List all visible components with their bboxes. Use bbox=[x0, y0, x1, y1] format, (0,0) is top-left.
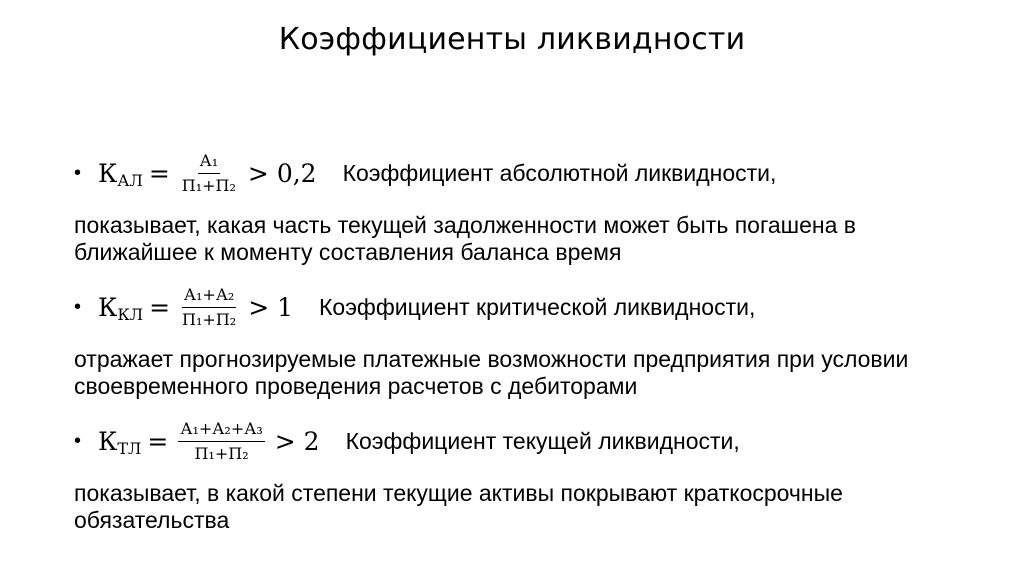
denominator: П₁+П₂ bbox=[181, 175, 236, 195]
coefficient-description: показывает, какая часть текущей задолженности может быть погашена в ближайшее к моменту составления баланса время bbox=[74, 212, 856, 265]
formula-line-current bbox=[74, 408, 974, 474]
equals-sign: = bbox=[148, 158, 170, 188]
denominator: П₁+П₂ bbox=[194, 443, 249, 463]
numerator: А₁+А₂+А₃ bbox=[178, 419, 264, 442]
denominator: П₁+П₂ bbox=[182, 309, 237, 329]
equals-sign: = bbox=[149, 292, 171, 322]
formula-subscript: ТЛ bbox=[117, 438, 142, 458]
coefficient-label: Коэффициент текущей ликвидности, bbox=[345, 427, 740, 454]
formula bbox=[98, 419, 320, 464]
equals-sign: = bbox=[147, 426, 169, 456]
numerator: А₁+А₂ bbox=[182, 285, 236, 308]
formula-line-critical bbox=[74, 274, 974, 340]
coefficient-label: Коэффициент критической ликвидности, bbox=[319, 293, 756, 320]
condition: > 1 bbox=[248, 292, 293, 322]
formula-symbol: К bbox=[98, 292, 118, 322]
bullet-icon: • bbox=[74, 295, 82, 318]
fraction bbox=[180, 151, 238, 196]
formula-line-absolute bbox=[74, 140, 974, 206]
fraction bbox=[180, 285, 238, 330]
formula-symbol: К bbox=[98, 158, 118, 188]
formula bbox=[98, 285, 293, 330]
condition: > 2 bbox=[274, 426, 320, 456]
content bbox=[74, 140, 974, 542]
coefficient-description: показывает, в какой степени текущие активы покрывают краткосрочные обязательства bbox=[74, 480, 843, 533]
formula-symbol: К bbox=[98, 426, 118, 456]
bullet-icon: • bbox=[74, 429, 82, 452]
formula-subscript: АЛ bbox=[117, 170, 143, 190]
bullet-icon: • bbox=[74, 161, 82, 184]
slide-title: Коэффициенты ликвидности bbox=[278, 22, 746, 57]
fraction bbox=[178, 419, 264, 464]
formula bbox=[98, 151, 317, 196]
coefficient-label: Коэффициент абсолютной ликвидности, bbox=[342, 159, 777, 186]
numerator: А₁ bbox=[198, 151, 221, 174]
formula-subscript: КЛ bbox=[117, 304, 144, 324]
coefficient-description: отражает прогнозируемые платежные возможности предприятия при условии своевременного проведения расчетов с дебиторами bbox=[74, 346, 909, 399]
condition: > 0,2 bbox=[247, 158, 317, 188]
